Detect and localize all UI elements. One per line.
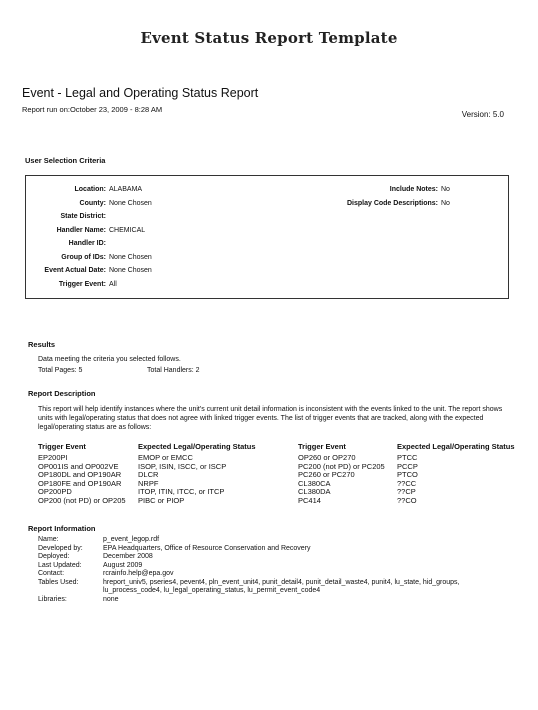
criteria-value: None Chosen — [109, 267, 152, 274]
info-value: none — [103, 595, 119, 603]
criteria-row — [26, 227, 145, 234]
info-label: Contact: — [38, 570, 65, 577]
total-handlers: Total Handlers: 2 — [147, 367, 200, 374]
table-cell: ISOP, ISIN, ISCC, or ISCP — [138, 461, 227, 471]
table-cell: PIBC or PIOP — [138, 495, 185, 505]
criteria-row — [326, 200, 450, 207]
criteria-row — [26, 240, 109, 247]
criteria-label: Include Notes: — [389, 186, 438, 193]
info-labels — [38, 536, 83, 604]
table-cell: OP180FE and OP190AR — [38, 478, 122, 488]
criteria-heading: User Selection Criteria — [25, 156, 106, 165]
table-cell: EP200PI — [38, 453, 68, 462]
table-cell: PTCC — [397, 453, 418, 462]
expected-status-column — [138, 454, 226, 506]
results-message: Data meeting the criteria you selected follows. — [38, 356, 181, 363]
info-label — [38, 587, 83, 596]
table-cell: NRPF — [138, 478, 159, 488]
criteria-label: Trigger Event: — [58, 280, 106, 288]
trigger-event-column — [298, 454, 385, 506]
table-cell: OP200 (not PD) or OP205 — [38, 495, 126, 505]
trigger-event-column — [38, 454, 126, 506]
info-value: p_event_legop.rdf — [103, 536, 160, 543]
table-cell: OP001IS and OP002VE — [38, 461, 119, 471]
criteria-label: State District: — [60, 213, 106, 220]
table-header: Trigger Event — [298, 442, 346, 451]
table-cell: PCCP — [397, 461, 418, 471]
criteria-value: ALABAMA — [109, 186, 143, 193]
expected-status-column — [397, 454, 418, 506]
criteria-value: No — [441, 186, 450, 193]
table-header: Expected Legal/Operating Status — [397, 442, 515, 451]
report-version: Version: 5.0 — [461, 110, 504, 119]
table-cell: DLCR — [138, 470, 159, 480]
total-pages: Total Pages: 5 — [38, 367, 83, 374]
table-cell: OP200PD — [38, 487, 72, 497]
info-values — [103, 536, 459, 604]
table-header: Expected Legal/Operating Status — [138, 442, 256, 451]
criteria-value: None Chosen — [109, 199, 152, 207]
criteria-row — [26, 267, 152, 274]
table-header: Trigger Event — [38, 442, 86, 451]
table-cell: ??CO — [397, 495, 417, 505]
page-title: Event Status Report Template — [140, 29, 398, 47]
table-cell: PC260 or PC270 — [298, 470, 355, 480]
criteria-label: Event Actual Date: — [44, 267, 106, 274]
table-cell: OP260 or OP270 — [298, 453, 356, 462]
info-value: lu_process_code4, lu_legal_operating_status, lu_permit_event_code4 — [103, 587, 321, 594]
table-cell: OP180DL and OP190AR — [38, 470, 122, 480]
table-cell: ITOP, ITIN, ITCC, or ITCP — [138, 487, 225, 497]
info-value: December 2008 — [103, 553, 153, 560]
criteria-row — [26, 186, 142, 193]
criteria-label: Group of IDs: — [61, 253, 106, 261]
table-cell: PTCO — [397, 470, 418, 480]
info-label: Tables Used: — [38, 578, 79, 586]
criteria-row — [26, 213, 109, 220]
criteria-row — [26, 281, 117, 288]
table-cell: ??CP — [397, 487, 416, 497]
criteria-label: County: — [79, 199, 106, 207]
criteria-label: Handler Name: — [56, 226, 106, 234]
info-value: hreport_univ5, pseries4, pevent4, pln_event_unit4, punit_detail4, punit_detail_waste4, punit4, lu_state, hid_groups, — [103, 578, 460, 586]
table-cell: CL380CA — [298, 478, 331, 488]
report-title: Event - Legal and Operating Status Report — [22, 86, 259, 100]
description-heading: Report Description — [28, 389, 96, 398]
description-text: This report will help identify instances where the unit's current unit detail information is inconsistent with the events linked to the unit. The report shows units with legal/operating status that does not agree with linked trigger events. The list of trigger events that are tracked, along with the expected legal/operating status are as follows: — [38, 406, 503, 431]
info-label: Developed by: — [38, 544, 83, 552]
info-value: EPA Headquarters, Office of Resource Conservation and Recovery — [103, 544, 311, 552]
report-run-date: Report run on:October 23, 2009 - 8:28 AM — [22, 105, 163, 114]
info-value: August 2009 — [103, 561, 143, 569]
criteria-value: All — [109, 280, 117, 288]
table-cell: PC414 — [298, 495, 321, 505]
info-label: Libraries: — [38, 595, 67, 603]
info-label: Last Updated: — [38, 561, 82, 569]
criteria-row — [26, 254, 152, 261]
info-value: rcrainfo.help@epa.gov — [103, 570, 174, 577]
criteria-label: Handler ID: — [68, 240, 106, 247]
criteria-value: No — [441, 199, 450, 207]
results-heading: Results — [28, 340, 56, 349]
criteria-box — [25, 175, 509, 299]
table-cell: ??CC — [397, 478, 417, 488]
table-cell: EMOP or EMCC — [138, 453, 193, 462]
criteria-value: CHEMICAL — [109, 226, 146, 234]
info-heading: Report Information — [28, 524, 96, 533]
table-cell: PC200 (not PD) or PC205 — [298, 461, 385, 471]
info-label: Name: — [38, 536, 59, 543]
info-label: Deployed: — [38, 553, 70, 560]
criteria-row — [26, 200, 152, 207]
table-cell: CL380DA — [298, 487, 331, 497]
criteria-row — [326, 186, 450, 193]
criteria-label: Location: — [74, 186, 106, 193]
criteria-label: Display Code Descriptions: — [346, 199, 438, 207]
criteria-value: None Chosen — [109, 253, 152, 261]
